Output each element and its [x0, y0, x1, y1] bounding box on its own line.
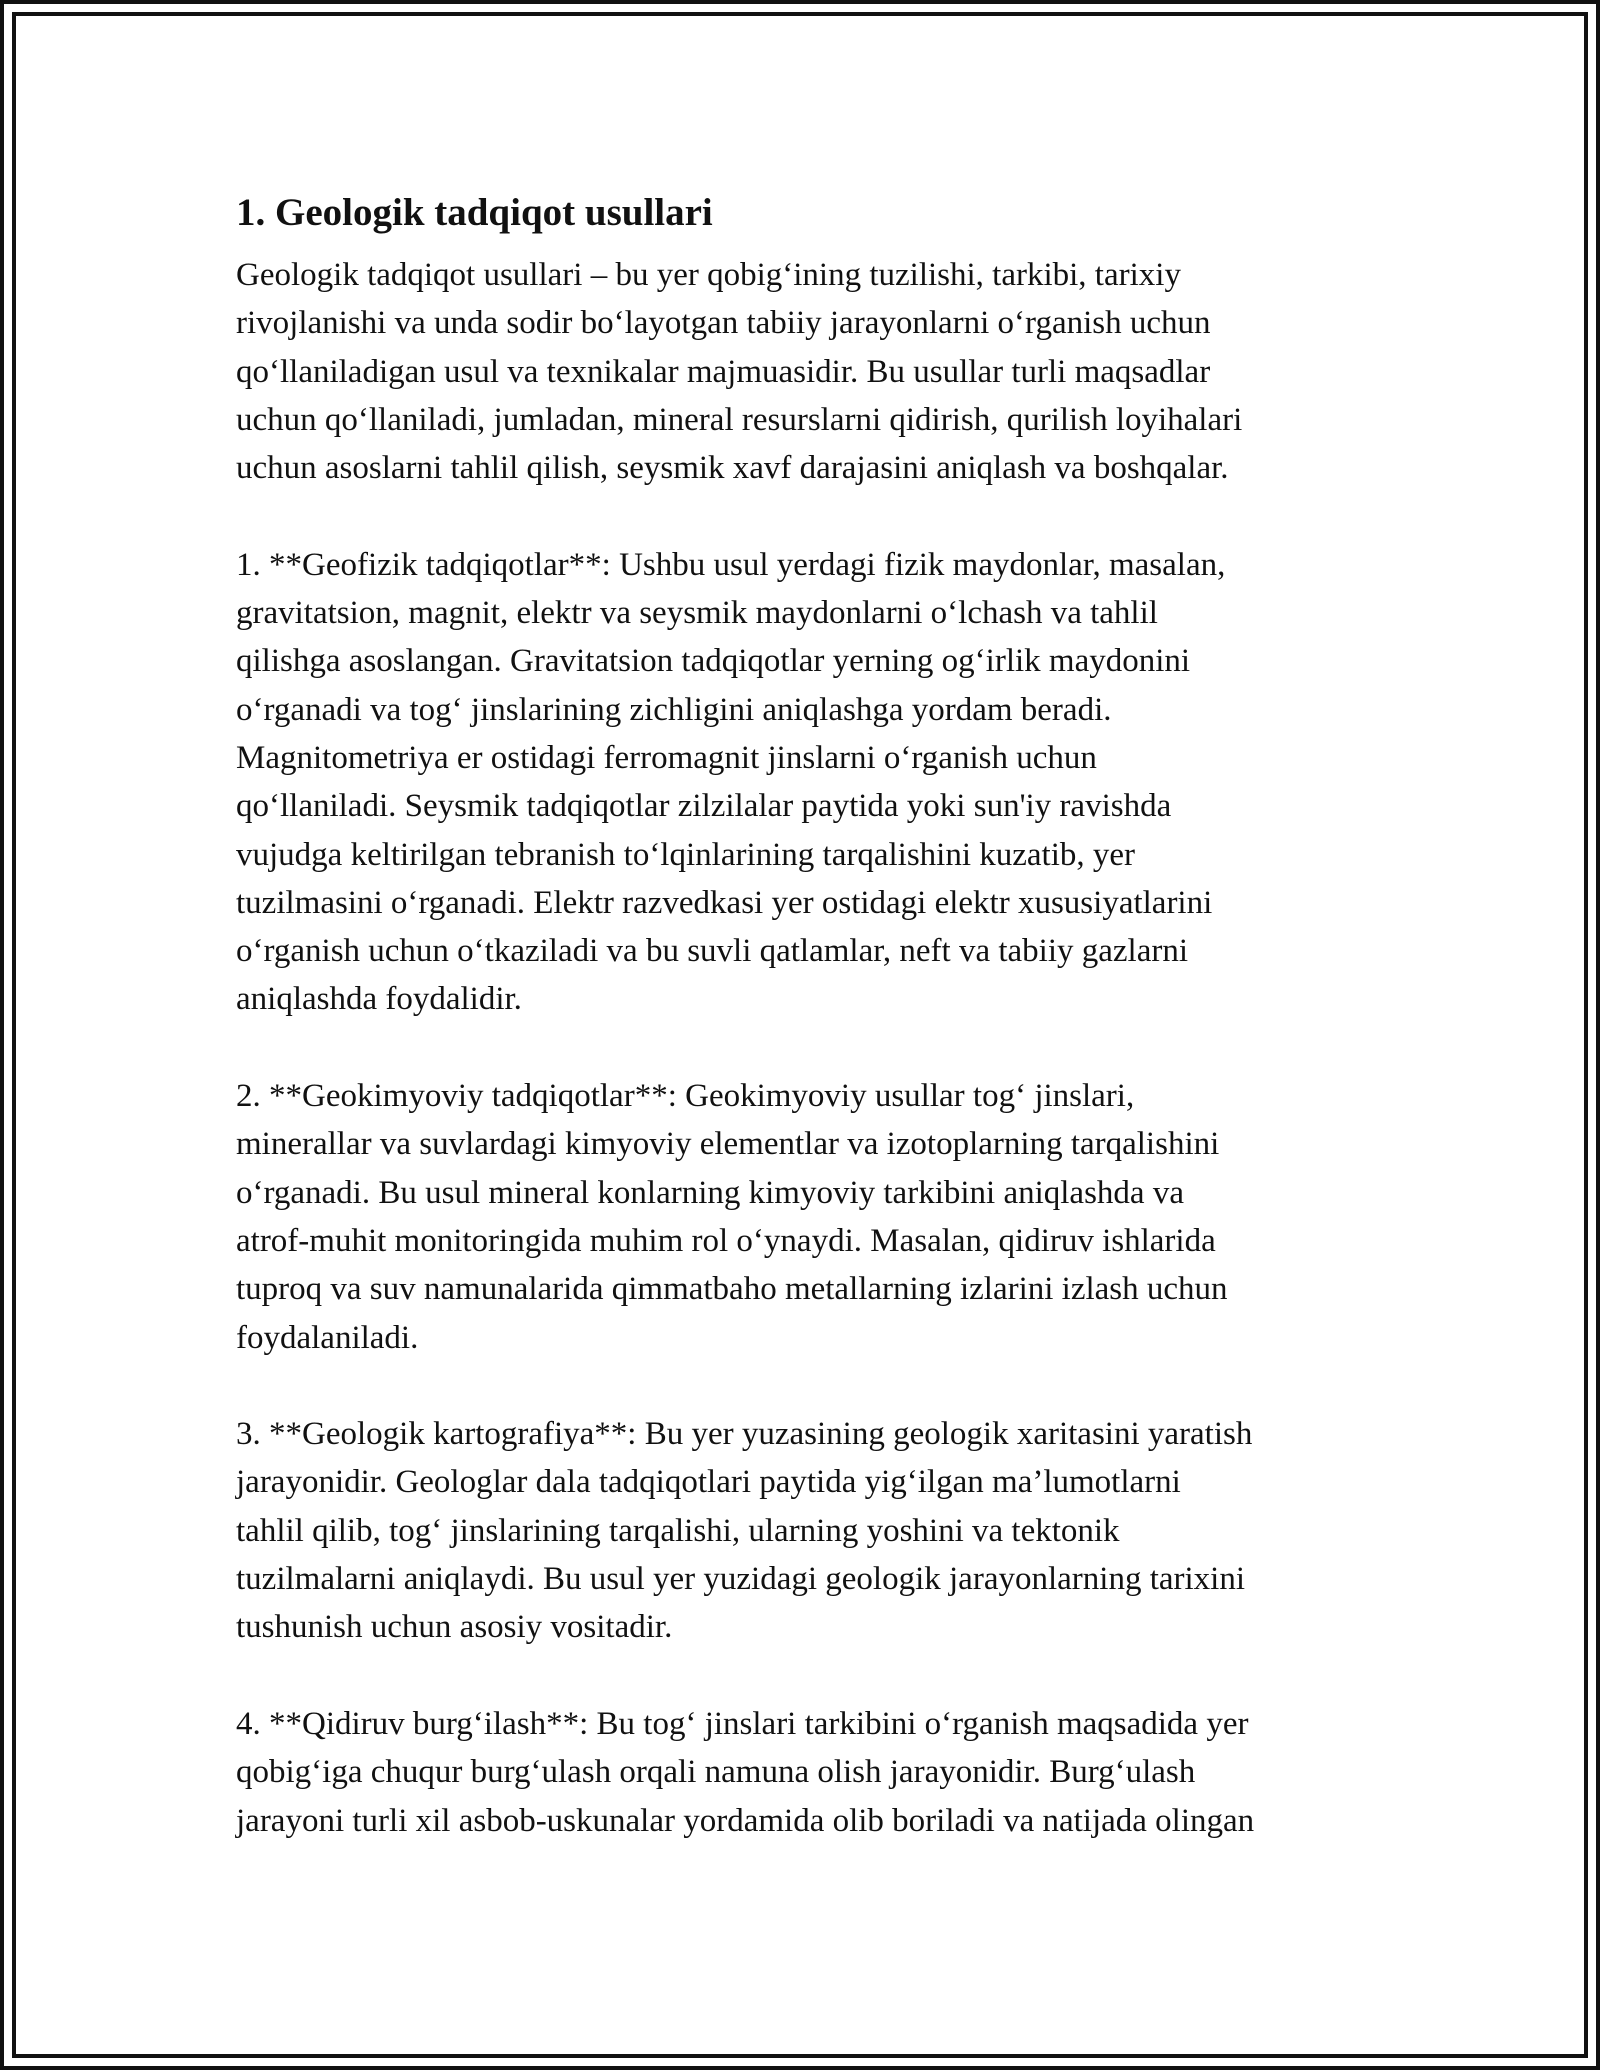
text-line: jarayonidir. Geologlar dala tadqiqotlari paytida yig‘ilgan ma’lumotlarni — [236, 1464, 1181, 1501]
text-line: rivojlanishi va unda sodir bo‘layotgan tabiiy jarayonlarni o‘rganish uchun — [236, 305, 1211, 342]
text-line: tuproq va suv namunalarida qimmatbaho metallarning izlarini izlash uchun — [236, 1271, 1228, 1308]
text-line: aniqlashda foydalidir. — [236, 981, 522, 1018]
text-line: 2. **Geokimyoviy tadqiqotlar**: Geokimyoviy usullar tog‘ jinslari, — [236, 1078, 1135, 1115]
text-line: tuzilmalarni aniqlaydi. Bu usul yer yuzidagi geologik jarayonlarning tarixini — [236, 1561, 1245, 1598]
text-line: foydalaniladi. — [236, 1319, 419, 1356]
text-line: tuzilmasini o‘rganadi. Elektr razvedkasi yer ostidagi elektr xususiyatlarini — [236, 884, 1213, 921]
text-line: atrof-muhit monitoringida muhim rol o‘ynaydi. Masalan, qidiruv ishlarida — [236, 1222, 1216, 1259]
text-line: 4. **Qidiruv burg‘ilash**: Bu tog‘ jinslari tarkibini o‘rganish maqsadida yer — [236, 1705, 1249, 1742]
paragraph-burgilash — [236, 1700, 1386, 1845]
document-body — [236, 185, 1386, 1893]
text-line: jarayoni turli xil asbob-uskunalar yordamida olib boriladi va natijada olingan — [236, 1802, 1255, 1839]
paragraph-geokimyoviy — [236, 1072, 1386, 1362]
page-title: 1. Geologik tadqiqot usullari — [236, 191, 713, 234]
text-line: o‘rganadi. Bu usul mineral konlarning kimyoviy tarkibini aniqlashda va — [236, 1174, 1184, 1211]
paragraph-kartografiya — [236, 1410, 1386, 1651]
text-line: minerallar va suvlardagi kimyoviy elementlar va izotoplarning tarqalishini — [236, 1126, 1220, 1163]
text-line: qilishga asoslangan. Gravitatsion tadqiqotlar yerning og‘irlik maydonini — [236, 643, 1191, 680]
text-line: Magnitometriya er ostidagi ferromagnit jinslarni o‘rganish uchun — [236, 739, 1097, 776]
text-line: uchun qo‘llaniladi, jumladan, mineral resurslarni qidirish, qurilish loyihalari — [236, 401, 1243, 438]
text-line: vujudga keltirilgan tebranish to‘lqinlarining tarqalishini kuzatib, yer — [236, 836, 1136, 873]
text-line: o‘rganish uchun o‘tkaziladi va bu suvli qatlamlar, neft va tabiiy gazlarni — [236, 933, 1189, 970]
text-line: qo‘llaniladi. Seysmik tadqiqotlar zilzilalar paytida yoki sun'iy ravishda — [236, 788, 1172, 825]
text-line: Geologik tadqiqot usullari – bu yer qobig‘ining tuzilishi, tarkibi, tarixiy — [236, 257, 1181, 293]
text-line: 1. **Geofizik tadqiqotlar**: Ushbu usul yerdagi fizik maydonlar, masalan, — [236, 546, 1226, 583]
text-line: 3. **Geologik kartografiya**: Bu yer yuzasining geologik xaritasini yaratish — [236, 1416, 1253, 1453]
paragraph-geofizik — [236, 541, 1386, 1024]
text-line: uchun asoslarni tahlil qilish, seysmik xavf darajasini aniqlash va boshqalar. — [236, 450, 1229, 487]
paragraph-intro — [236, 251, 1386, 492]
text-line: o‘rganadi va tog‘ jinslarining zichligini aniqlashga yordam beradi. — [236, 691, 1112, 728]
text-line: tahlil qilib, tog‘ jinslarining tarqalishi, ularning yoshini va tektonik — [236, 1512, 1120, 1549]
text-line: qobig‘iga chuqur burg‘ulash orqali namuna olish jarayonidir. Burg‘ulash — [236, 1754, 1196, 1791]
text-line: tushunish uchun asosiy vositadir. — [236, 1609, 673, 1646]
text-line: qo‘llaniladigan usul va texnikalar majmuasidir. Bu usullar turli maqsadlar — [236, 353, 1211, 390]
text-line: gravitatsion, magnit, elektr va seysmik maydonlarni o‘lchash va tahlil — [236, 595, 1158, 632]
